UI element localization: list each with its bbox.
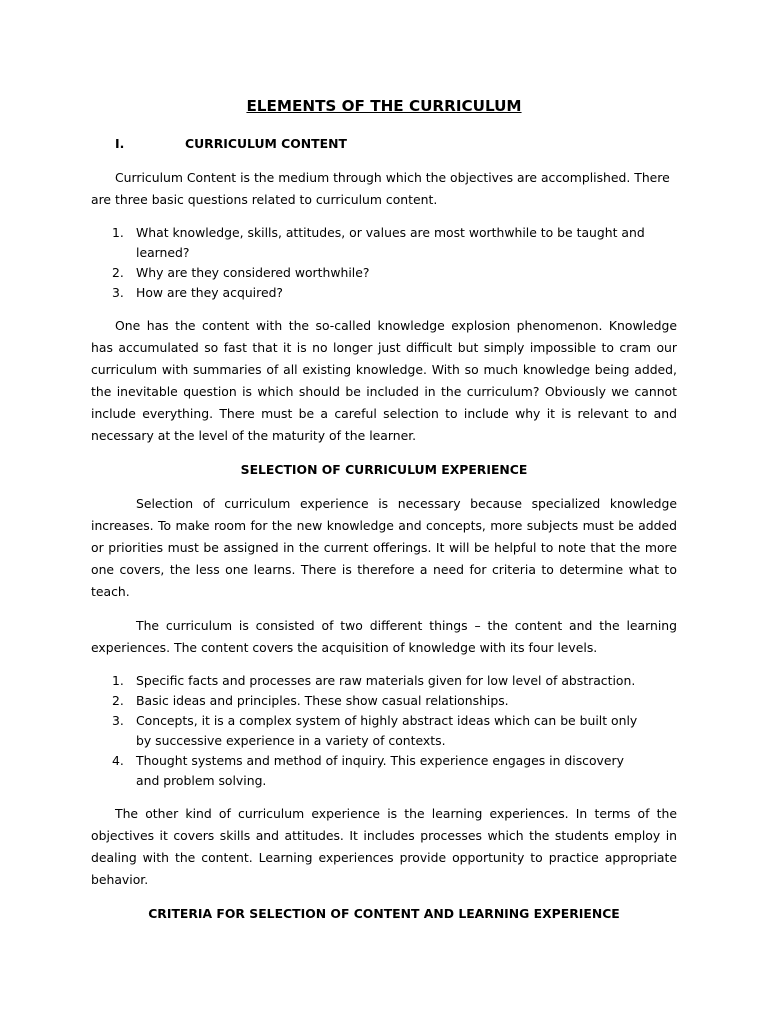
section-number: I. <box>115 136 125 151</box>
list-item-text: How are they acquired? <box>136 285 284 300</box>
knowledge-explosion-paragraph: One has the content with the so-called knowledge explosion phenomenon. Knowledge has accumulated so fast that it is no longer just difficult but simply impossible to cram our curriculum with summaries of all existing knowledge. With so much knowledge being added, the inevitable question is which should be included in the curriculum? Obviously we cannot include everything. There must be a careful selection to include why it is relevant to and necessary at the level of the maturity of the learner. <box>91 318 677 443</box>
questions-list <box>91 223 677 303</box>
list-item <box>91 691 677 711</box>
list-marker: 1. <box>112 225 124 240</box>
list-marker: 4. <box>112 753 124 768</box>
list-item-text: Thought systems and method of inquiry. This experience engages in discovery and problem solving. <box>136 753 624 788</box>
two-things-paragraph: The curriculum is consisted of two different things – the content and the learning experiences. The content covers the acquisition of knowledge with its four levels. <box>91 618 677 655</box>
list-item <box>91 751 677 791</box>
levels-list <box>91 671 677 791</box>
intro-paragraph: Curriculum Content is the medium through which the objectives are accomplished. There are three basic questions related to curriculum content. <box>91 170 670 207</box>
list-marker: 2. <box>112 693 124 708</box>
list-item-text: Basic ideas and principles. These show casual relationships. <box>136 693 509 708</box>
list-marker: 3. <box>112 713 124 728</box>
list-marker: 1. <box>112 673 124 688</box>
list-item <box>91 671 677 691</box>
section-title: CURRICULUM CONTENT <box>185 136 347 151</box>
list-item <box>91 283 677 303</box>
list-item <box>91 711 677 751</box>
section-heading-curriculum-content <box>91 134 677 154</box>
list-item-text: Specific facts and processes are raw materials given for low level of abstraction. <box>136 673 636 688</box>
document-body <box>91 95 677 937</box>
list-item <box>91 263 677 283</box>
learning-experiences-paragraph: The other kind of curriculum experience is the learning experiences. In terms of the objectives it covers skills and attitudes. It includes processes which the students employ in dealing with the content. Learning experiences provide opportunity to practice appropriate behavior. <box>91 806 677 887</box>
document-title: ELEMENTS OF THE CURRICULUM <box>246 97 522 115</box>
list-item-text: Why are they considered worthwhile? <box>136 265 370 280</box>
criteria-heading: CRITERIA FOR SELECTION OF CONTENT AND LEARNING EXPERIENCE <box>148 906 620 921</box>
list-marker: 2. <box>112 265 124 280</box>
list-item <box>91 223 677 263</box>
list-item-text: What knowledge, skills, attitudes, or values are most worthwhile to be taught and learned? <box>136 225 645 260</box>
selection-paragraph: Selection of curriculum experience is necessary because specialized knowledge increases. To make room for the new knowledge and concepts, more subjects must be added or priorities must be assigned in the current offerings. It will be helpful to note that the more one covers, the less one learns. There is therefore a need for criteria to determine what to teach. <box>91 496 677 599</box>
list-item-text: Concepts, it is a complex system of highly abstract ideas which can be built only by successive experience in a variety of contexts. <box>136 713 638 748</box>
selection-heading: SELECTION OF CURRICULUM EXPERIENCE <box>240 462 528 477</box>
list-marker: 3. <box>112 285 124 300</box>
